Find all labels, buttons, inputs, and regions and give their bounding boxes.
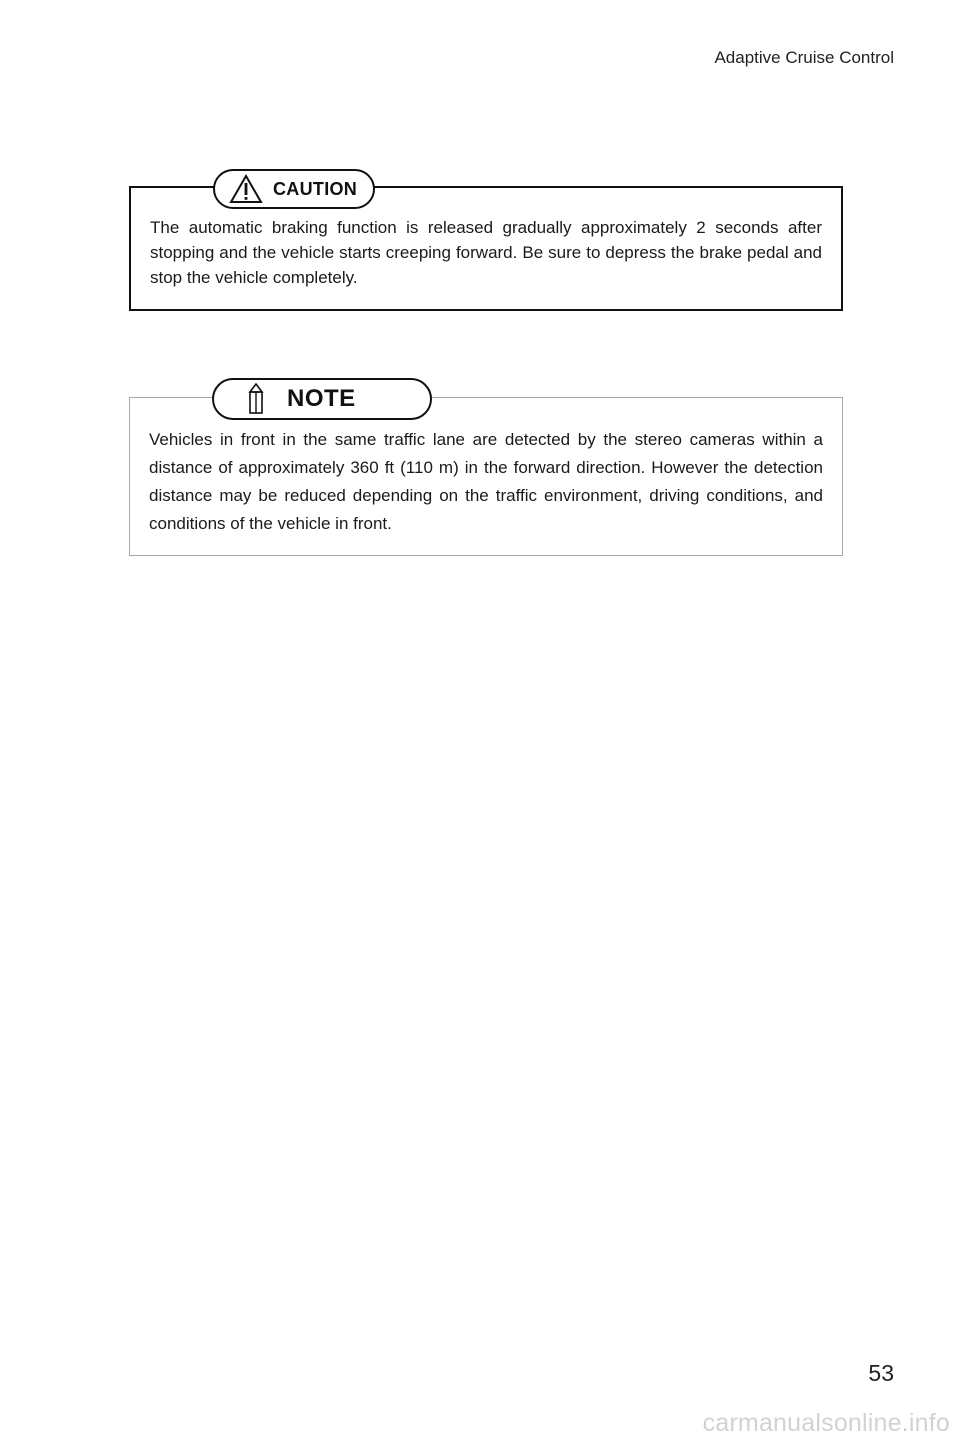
warning-triangle-icon [229,174,263,204]
pencil-icon [247,383,265,415]
running-header: Adaptive Cruise Control [714,48,894,67]
caution-label-pill [213,169,375,209]
note-label: NOTE [287,385,356,412]
watermark-text: carmanualsonline.info [702,1409,950,1437]
caution-box [129,178,843,311]
caution-label: CAUTION [273,178,358,199]
caution-text: The automatic braking function is released gradually approximately 2 seconds after stopping and the vehicle starts creeping forward. Be sure to depress the brake pedal and stop the vehicle completely. [150,218,822,287]
note-label-pill [212,378,432,420]
page-number: 53 [868,1360,894,1386]
note-box [129,385,843,556]
note-text: Vehicles in front in the same traffic lane are detected by the stereo cameras within a distance of approximately 360 ft (110 m) in the forward direction. However the detection distance may be reduced depending on the traffic environment, driving conditions, and conditions of the vehicle in front. [149,430,823,533]
